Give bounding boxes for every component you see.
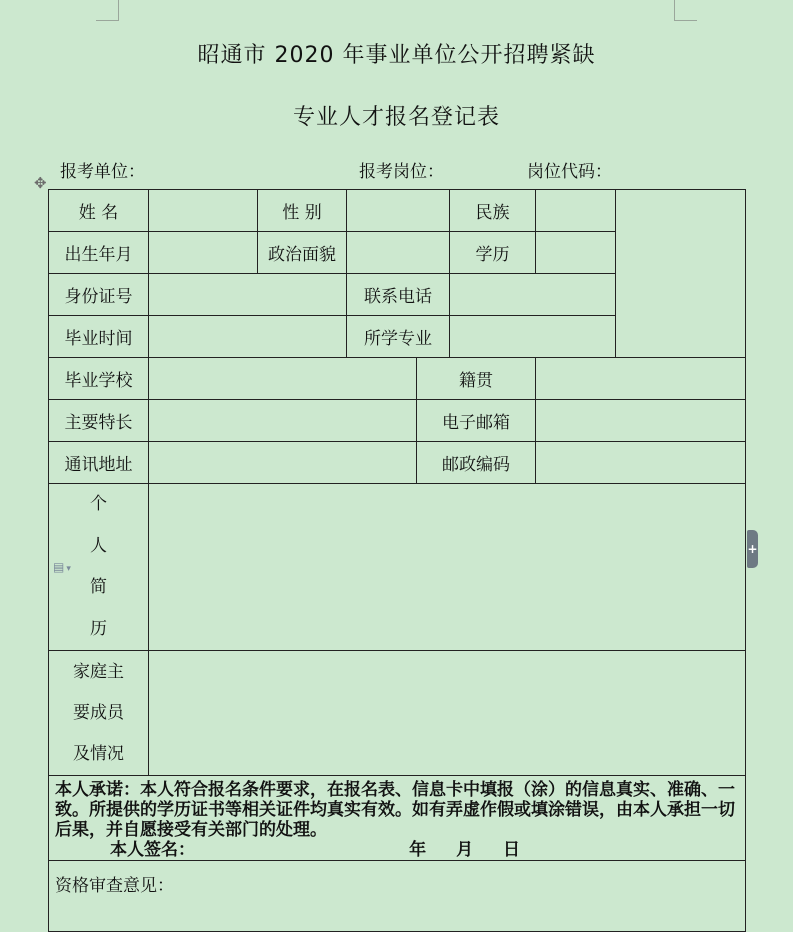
gender-field[interactable] [347,190,450,232]
date-year: 年 [409,840,428,860]
resume-label-char: 人 [90,535,107,556]
date-month: 月 [456,840,475,860]
unit-label: 报考单位： [60,162,145,182]
review-cell[interactable] [49,861,746,932]
pledge-text: 本人承诺：本人符合报名条件要求，在报名表、信息卡中填报（涂）的信息真实、准确、一致。所提供的学历证书等相关证件均真实有效。如有弄虚作假或填涂错误，由本人承担一切后果，并自愿接受有关部门的处理。 [55,780,735,840]
email-label: 电子邮箱 [417,400,536,442]
family-label [49,651,149,776]
ethnicity-label: 民族 [450,190,536,232]
photo-cell[interactable] [616,190,746,358]
postcode-label: 邮政编码 [417,442,536,484]
page-corner-mark-left [96,0,119,21]
plus-icon[interactable]: + [747,530,758,568]
native-place-label: 籍贯 [417,358,536,400]
grad-time-field[interactable] [149,316,347,358]
signature-label: 本人签名： [110,840,195,860]
resume-label-char: 历 [90,618,107,639]
school-field[interactable] [149,358,417,400]
birth-field[interactable] [149,232,258,274]
paste-options-icon[interactable]: ▤ ▾ [53,560,71,574]
id-number-field[interactable] [149,274,347,316]
id-number-label: 身份证号 [49,274,149,316]
education-field[interactable] [536,232,616,274]
family-label-line: 要成员 [73,702,124,723]
name-field[interactable] [149,190,258,232]
email-field[interactable] [536,400,746,442]
post-label: 报考岗位： [359,162,444,182]
school-label: 毕业学校 [49,358,149,400]
grad-time-label: 毕业时间 [49,316,149,358]
pledge-cell [49,776,746,861]
signature-date [387,840,521,860]
post-code-label: 岗位代码： [527,162,612,182]
name-label: 姓 名 [49,190,149,232]
document-title-line1: 昭通市 2020 年事业单位公开招聘紧缺 [197,43,596,68]
move-arrows-icon[interactable]: ✥ [34,174,47,192]
phone-label: 联系电话 [347,274,450,316]
major-field[interactable] [450,316,616,358]
political-field[interactable] [347,232,450,274]
family-field[interactable] [149,651,746,776]
major-label: 所学专业 [347,316,450,358]
phone-field[interactable] [450,274,616,316]
page-corner-mark-right [674,0,697,21]
ethnicity-field[interactable] [536,190,616,232]
resume-label-char: 个 [90,494,107,514]
native-place-field[interactable] [536,358,746,400]
family-label-line: 家庭主 [73,661,124,682]
postcode-field[interactable] [536,442,746,484]
resume-label-char: 简 [90,577,107,597]
address-field[interactable] [149,442,417,484]
political-label: 政治面貌 [258,232,347,274]
registration-form-table [48,189,746,932]
date-day: 日 [503,840,521,860]
birth-label: 出生年月 [49,232,149,274]
review-label: 资格审查意见： [55,876,174,896]
document-title-line2: 专业人才报名登记表 [292,105,500,130]
education-label: 学历 [450,232,536,274]
signature-line [55,840,741,860]
resume-field[interactable] [149,484,746,651]
address-label: 通讯地址 [49,442,149,484]
gender-label: 性 别 [258,190,347,232]
specialty-label: 主要特长 [49,400,149,442]
specialty-field[interactable] [149,400,417,442]
family-label-line: 及情况 [73,743,124,764]
